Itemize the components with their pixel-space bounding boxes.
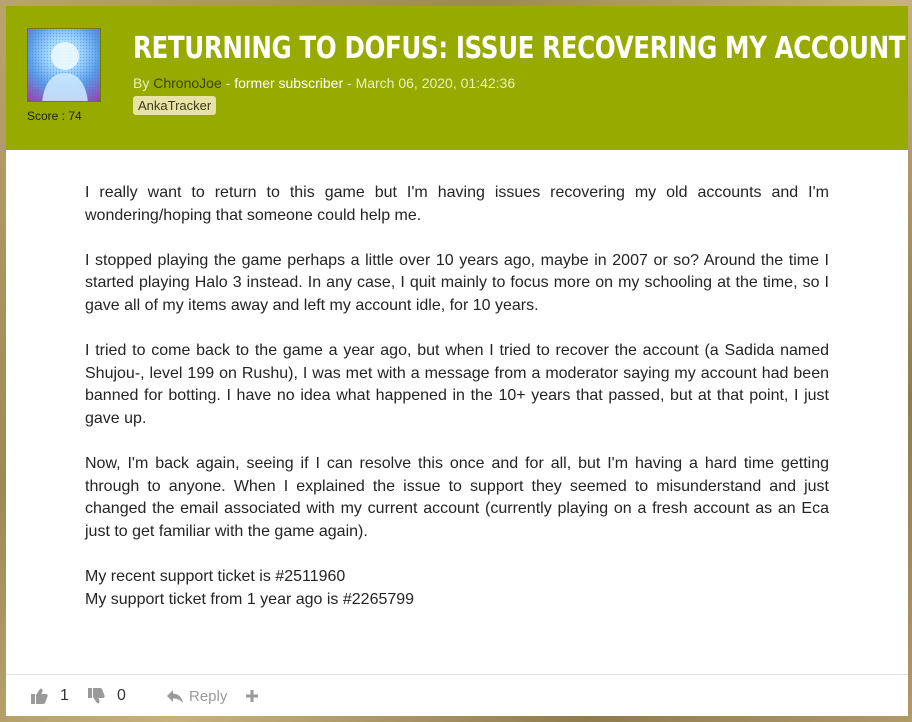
meta-separator: -	[343, 75, 356, 91]
upvote-button[interactable]	[31, 685, 48, 707]
post-paragraph: My recent support ticket is #2511960	[85, 568, 346, 586]
upvote-count: 1	[60, 687, 69, 704]
plus-icon	[246, 690, 258, 702]
forum-post	[6, 6, 908, 716]
post-paragraph: I stopped playing the game perhaps a little over 10 years ago, maybe in 2007 or so? Around the time I started playing Halo 3 instead. In any case, I quit mainly to focus more on my schooling at the time, so I gave all of my items away and left my account idle, for 10 years.	[85, 251, 829, 314]
avatar-silhouette-icon	[28, 29, 101, 102]
author-rank: former subscriber	[234, 75, 344, 91]
post-paragraph: I really want to return to this game but I'm having issues recovering my old accounts and I'm wondering/hoping that someone could help me.	[85, 184, 829, 224]
downvote-button[interactable]	[88, 685, 105, 707]
thumbs-up-icon	[31, 688, 48, 704]
reply-arrow-icon	[167, 690, 183, 703]
user-score: Score : 74	[27, 109, 82, 123]
author-link[interactable]: ChronoJoe	[153, 75, 222, 91]
post-paragraph: I tried to come back to the game a year ago, but when I tried to recover the account (a Sadida named Shujou-, level 199 on Rushu), I was met with a message from a moderator saying my account had been banned for botting. I have no idea what happened in the 10+ years that passed, but at that point, I just gave up.	[85, 342, 829, 427]
post-paragraph: My support ticket from 1 year ago is #2265799	[85, 590, 415, 608]
post-body	[85, 182, 829, 611]
post-title: RETURNING TO DOFUS: ISSUE RECOVERING MY ACCOUNT	[133, 31, 906, 66]
post-header	[6, 6, 908, 150]
meta-separator: -	[221, 75, 235, 91]
post-paragraph: Now, I'm back again, seeing if I can resolve this once and for all, but I'm having a hard time getting through to anyone. When I explained the issue to support they seemed to misunderstand and just changed the email associated with my current account (currently playing on a fresh account as an Eca just to get familiar with the game again).	[85, 455, 829, 540]
post-meta	[133, 75, 515, 91]
tag-badge[interactable]: AnkaTracker	[133, 96, 216, 115]
thumbs-down-icon	[88, 688, 105, 704]
post-footer	[6, 674, 908, 716]
downvote-count: 0	[117, 687, 126, 704]
more-actions-button[interactable]	[246, 685, 258, 707]
reply-label: Reply	[189, 687, 228, 705]
by-label: By	[133, 75, 150, 91]
post-date: March 06, 2020, 01:42:36	[355, 75, 516, 91]
avatar[interactable]	[27, 28, 101, 102]
reply-button[interactable]	[167, 685, 227, 707]
